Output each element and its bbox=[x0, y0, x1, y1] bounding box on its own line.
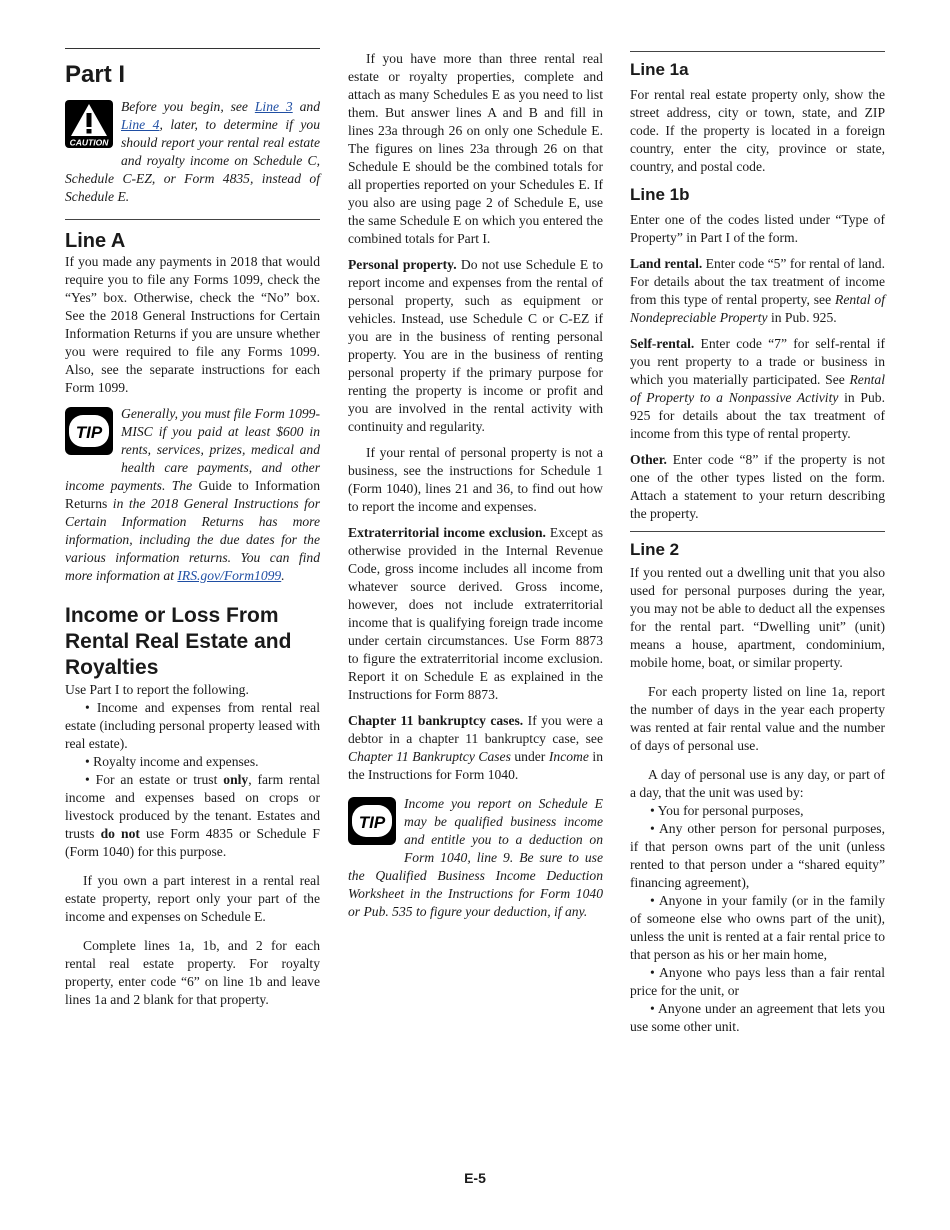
divider bbox=[65, 219, 320, 220]
caution-icon bbox=[65, 100, 113, 153]
extraterritorial-text: Extraterritorial income exclusion. Except as otherwise provided in the Internal Revenue Code, gross income includes all income from whatever source derived. Gross income, however, does not include extraterritorial income that is qualifying foreign trade income under certain circumstances. Use Form 8873 to figure the extraterritorial income exclusion. Report it on Schedule E as explained in the Instructions for Form 8873. bbox=[348, 525, 603, 702]
tip-label: TIP bbox=[75, 423, 103, 442]
list-item: • For an estate or trust only, farm rental income and expenses based on crops or livestock produced by the tenant. Estates and trusts do not use Form 4835 or Schedule F (Form 1040) for this purpose. bbox=[65, 772, 320, 859]
list-item: • You for personal purposes, bbox=[650, 803, 804, 818]
caution-label: CAUTION bbox=[69, 137, 109, 148]
land-rental-text: Land rental. Enter code “5” for rental of land. For details about the tax treatment of income from this type of rental property, see Rental of Nondepreciable Property in Pub. 925. bbox=[630, 256, 885, 325]
list-item: • Royalty income and expenses. bbox=[85, 754, 259, 769]
link-irs-form1099[interactable]: IRS.gov/Form1099 bbox=[177, 568, 282, 583]
income-section-title: Income or Loss From Rental Real Estate and Royalties bbox=[65, 604, 292, 679]
divider bbox=[630, 51, 885, 52]
complete-lines-text: Complete lines 1a, 1b, and 2 for each rental real estate property. For royalty property, enter code “6” on line 1b and leave lines 1a and 2 blank for that property. bbox=[65, 938, 320, 1007]
tip-label: TIP bbox=[358, 813, 386, 832]
more-than-three-text: If you have more than three rental real estate or royalty properties, complete and attach as many Schedules E as you need to list them. But answer lines A and B and fill in lines 23a through 26 on only one Schedule E. The figures on lines 23a through 26 on that Schedule E should be the combined totals for all properties reported on your Schedules E. If you also are using page 2 of Schedule E, use the same Schedule E on which you entered the combined totals for Part I. bbox=[348, 51, 603, 246]
divider bbox=[630, 531, 885, 532]
list-item: • Anyone in your family (or in the family of someone else who owns part of the unit), unless the unit is rented at a fair rental price to that person as his or her main home, bbox=[630, 893, 885, 962]
tip-icon bbox=[65, 407, 113, 460]
line-2-text: If you rented out a dwelling unit that you also used for personal purposes during the year, you may not be able to deduct all the expenses for the rental part. “Dwelling unit” (unit) means a house, apartment, condominium, mobile home, boat, or similar property. bbox=[630, 565, 885, 670]
tip-icon bbox=[348, 797, 396, 850]
line-a-text: If you made any payments in 2018 that would require you to file any Forms 1099, check the “Yes” box. Otherwise, check the “No” box. See the 2018 General Instructions for Certain Information Returns if you are unsure whether you were required to file any Forms 1099. Also, see the separate instructions for each Form 1099. bbox=[65, 254, 320, 395]
link-line-3[interactable]: Line 3 bbox=[254, 99, 293, 114]
column-3 bbox=[630, 48, 885, 1036]
not-business-text: If your rental of personal property is not a business, see the instructions for Schedule 1 (Form 1040), lines 21 and 36, to find out how to report the income and expenses. bbox=[348, 445, 603, 514]
page-number: E-5 bbox=[464, 1170, 486, 1186]
personal-property-text: Personal property. Do not use Schedule E to report income and expenses from the rental of personal property, such as equipment or vehicles. Instead, use Schedule C or C-EZ if you are in the business of renting personal property. You are in the business of renting personal property if the primary purpose for renting the property is income or profit and you are involved in the rental activity with continuity and regularity. bbox=[348, 257, 604, 434]
line-1a-title: Line 1a bbox=[630, 60, 689, 79]
part-interest-text: If you own a part interest in a rental real estate property, report only your part of the income and expenses on Schedule E. bbox=[65, 873, 320, 924]
line-1a-text: For rental real estate property only, show the street address, city or town, state, and ZIP code. If the property is located in a foreign country, enter the city, province or state, country, and postal code. bbox=[630, 87, 885, 174]
self-rental-text: Self-rental. Enter code “7” for self-rental if you rent property to a trade or business in which you materially participated. See Rental of Property to a Nonpassive Activity in Pub. 925 for details about the tax treatment of income from this type of rental property. bbox=[630, 336, 885, 441]
column-2 bbox=[348, 48, 603, 921]
list-item: • Anyone under an agreement that lets you use some other unit. bbox=[630, 1001, 885, 1034]
line-2-title: Line 2 bbox=[630, 540, 680, 559]
line-1b-title: Line 1b bbox=[630, 185, 690, 204]
list-item: • Anyone who pays less than a fair rental price for the unit, or bbox=[630, 965, 885, 998]
column-1 bbox=[65, 48, 320, 1009]
other-text: Other. Enter code “8” if the property is not one of the other types listed on the form. Attach a statement to your return describing the property. bbox=[630, 452, 885, 521]
tip-note: TIP Generally, you must file Form 1099-MISC if you paid at least $600 in rents, services, prizes, medical and health care payments, and other income payments. The Guide to Information Returns in the 2018 General Instructions for Certain Information Returns has more information, including the due dates for the various information returns. You can find more information at IRS.gov/Form1099. bbox=[65, 406, 320, 583]
list-item: • Any other person for personal purposes, if that person owns part of the unit (unless rented to that person under a “shared equity” financing agreement), bbox=[630, 821, 885, 890]
list-item: • Income and expenses from rental real estate (including personal property leased with real estate). bbox=[65, 700, 320, 751]
caution-note: CAUTION Before you begin, see Line 3 and Line 4, later, to determine if you should report your rental real estate and royalty income on Schedule C, Schedule C-EZ, or Form 4835, instead of Schedule E. bbox=[65, 99, 320, 204]
line-a-title: Line A bbox=[65, 230, 126, 252]
use-part-i: Use Part I to report the following. bbox=[65, 682, 249, 697]
tip-note: TIP Income you report on Schedule E may be qualified business income and entitle you to a deduction on Form 1040, line 9. Be sure to use the Qualified Business Income Deduction Worksheet in the Instructions for Form 1040 or Pub. 535 to figure your deduction, if any. bbox=[348, 796, 603, 919]
each-property-text: For each property listed on line 1a, report the number of days in the year each property was rented at fair rental value and the number of days of personal use. bbox=[630, 684, 885, 753]
part-title: Part I bbox=[65, 61, 126, 88]
chapter-11-text: Chapter 11 bankruptcy cases. If you were a debtor in a chapter 11 bankruptcy case, see Chapter 11 Bankruptcy Cases under Income in the Instructions for Form 1040. bbox=[348, 713, 604, 782]
personal-use-day-text: A day of personal use is any day, or part of a day, that the unit was used by: bbox=[630, 767, 885, 800]
line-1b-text: Enter one of the codes listed under “Type of Property” in Part I of the form. bbox=[630, 212, 885, 245]
link-line-4[interactable]: Line 4 bbox=[121, 117, 160, 132]
divider bbox=[65, 48, 320, 49]
